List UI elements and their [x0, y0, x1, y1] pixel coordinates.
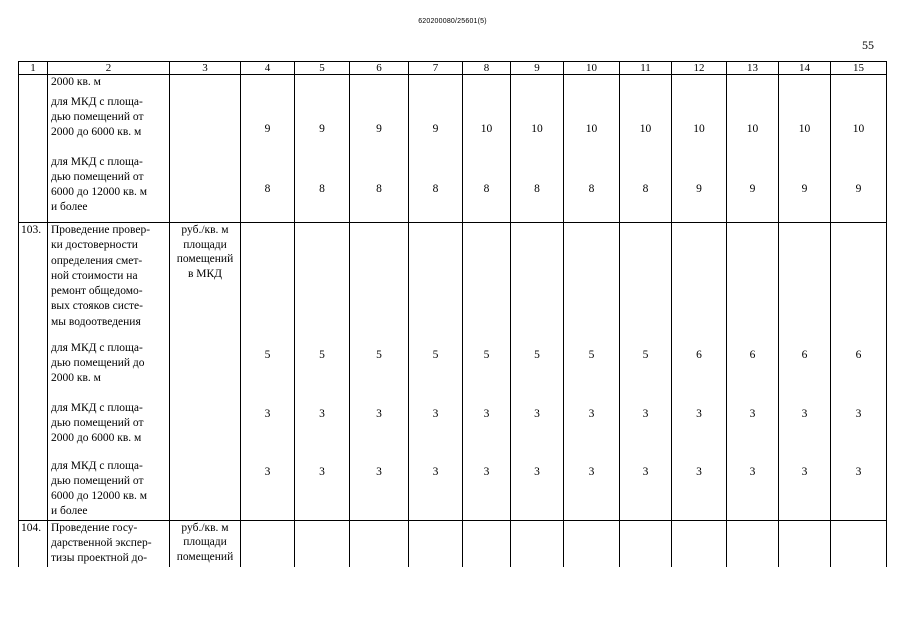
value-cell: 3: [241, 401, 295, 459]
value-cell: [463, 75, 511, 95]
value-cell: 3: [672, 401, 727, 459]
row-unit: [170, 155, 241, 223]
value-cell: 5: [564, 341, 620, 401]
value-cell: 3: [350, 401, 409, 459]
table-row: [19, 75, 887, 95]
value-cell: 3: [463, 401, 511, 459]
value-cell: [241, 75, 295, 95]
column-header: 7: [409, 62, 463, 75]
value-cell: 3: [620, 459, 672, 521]
value-cell: 9: [409, 95, 463, 155]
row-index: [19, 401, 48, 459]
value-cell: [779, 520, 831, 567]
row-unit: [170, 341, 241, 401]
value-cell: 8: [511, 155, 564, 223]
value-cell: [511, 223, 564, 341]
column-header: 4: [241, 62, 295, 75]
value-cell: [779, 75, 831, 95]
value-cell: 8: [241, 155, 295, 223]
value-cell: [511, 520, 564, 567]
value-cell: [831, 520, 887, 567]
value-cell: 3: [241, 459, 295, 521]
document-id: 620200080/25601(5): [418, 18, 487, 25]
value-cell: 3: [463, 459, 511, 521]
value-cell: [241, 520, 295, 567]
row-unit: [170, 95, 241, 155]
column-header: 5: [295, 62, 350, 75]
row-description: для МКД с площа- дью помещений от 2000 до 6000 кв. м: [48, 401, 170, 459]
column-header: 9: [511, 62, 564, 75]
value-cell: 3: [350, 459, 409, 521]
value-cell: [295, 75, 350, 95]
value-cell: 8: [350, 155, 409, 223]
value-cell: 9: [672, 155, 727, 223]
value-cell: [350, 520, 409, 567]
value-cell: [409, 223, 463, 341]
row-index: 104.: [19, 520, 48, 567]
value-cell: 9: [779, 155, 831, 223]
value-cell: 3: [564, 401, 620, 459]
row-index: [19, 341, 48, 401]
value-cell: 3: [727, 459, 779, 521]
value-cell: 5: [241, 341, 295, 401]
column-header: 8: [463, 62, 511, 75]
value-cell: 6: [672, 341, 727, 401]
value-cell: 3: [511, 459, 564, 521]
value-cell: [620, 75, 672, 95]
value-cell: 3: [831, 459, 887, 521]
value-cell: [463, 520, 511, 567]
row-index: [19, 95, 48, 155]
value-cell: [295, 223, 350, 341]
value-cell: [350, 223, 409, 341]
value-cell: [409, 75, 463, 95]
value-cell: 6: [831, 341, 887, 401]
column-header: 2: [48, 62, 170, 75]
value-cell: [672, 75, 727, 95]
table-row: [19, 459, 887, 521]
value-cell: 5: [295, 341, 350, 401]
value-cell: 8: [295, 155, 350, 223]
value-cell: 3: [295, 459, 350, 521]
row-unit: [170, 401, 241, 459]
value-cell: [831, 223, 887, 341]
value-cell: 5: [620, 341, 672, 401]
value-cell: [727, 75, 779, 95]
value-cell: 3: [564, 459, 620, 521]
table-row: [19, 223, 887, 341]
row-index: 103.: [19, 223, 48, 341]
row-description: Проведение госу- дарственной экспер- тизы проектной до-: [48, 520, 170, 567]
value-cell: [831, 75, 887, 95]
table-row: [19, 341, 887, 401]
value-cell: 10: [672, 95, 727, 155]
value-cell: 6: [779, 341, 831, 401]
value-cell: 10: [779, 95, 831, 155]
table-row: [19, 95, 887, 155]
value-cell: [409, 520, 463, 567]
value-cell: 10: [620, 95, 672, 155]
value-cell: [511, 75, 564, 95]
value-cell: [620, 520, 672, 567]
value-cell: 5: [511, 341, 564, 401]
column-header: 12: [672, 62, 727, 75]
row-description: для МКД с площа- дью помещений от 2000 до 6000 кв. м: [48, 95, 170, 155]
value-cell: [779, 223, 831, 341]
value-cell: 10: [511, 95, 564, 155]
value-cell: 3: [779, 459, 831, 521]
value-cell: 9: [241, 95, 295, 155]
value-cell: 3: [620, 401, 672, 459]
column-header: 10: [564, 62, 620, 75]
row-unit: [170, 459, 241, 521]
table-row: [19, 401, 887, 459]
row-index: [19, 75, 48, 95]
tariff-table: [18, 61, 887, 567]
value-cell: [295, 520, 350, 567]
value-cell: [620, 223, 672, 341]
value-cell: 10: [831, 95, 887, 155]
row-description: для МКД с площа- дью помещений до 2000 кв. м: [48, 341, 170, 401]
value-cell: [564, 75, 620, 95]
value-cell: 9: [727, 155, 779, 223]
page-number: 55: [862, 38, 874, 52]
value-cell: 3: [672, 459, 727, 521]
value-cell: 9: [831, 155, 887, 223]
value-cell: [727, 223, 779, 341]
table-row: [19, 155, 887, 223]
value-cell: 8: [409, 155, 463, 223]
value-cell: 8: [620, 155, 672, 223]
value-cell: 5: [463, 341, 511, 401]
row-description: Проведение провер- ки достоверности определения смет- ной стоимости на ремонт общедомо- вых стояков систе- мы водоотведения: [48, 223, 170, 341]
value-cell: [672, 520, 727, 567]
table-row: [19, 520, 887, 567]
value-cell: 8: [463, 155, 511, 223]
row-index: [19, 459, 48, 521]
value-cell: [727, 520, 779, 567]
row-description: 2000 кв. м: [48, 75, 170, 95]
value-cell: 6: [727, 341, 779, 401]
column-header: 14: [779, 62, 831, 75]
column-header: 11: [620, 62, 672, 75]
value-cell: [672, 223, 727, 341]
column-header: 15: [831, 62, 887, 75]
value-cell: 3: [727, 401, 779, 459]
value-cell: 5: [350, 341, 409, 401]
value-cell: 3: [295, 401, 350, 459]
value-cell: [463, 223, 511, 341]
value-cell: [350, 75, 409, 95]
value-cell: 3: [511, 401, 564, 459]
row-description: для МКД с площа- дью помещений от 6000 до 12000 кв. м и более: [48, 155, 170, 223]
value-cell: 10: [463, 95, 511, 155]
column-header: 6: [350, 62, 409, 75]
row-index: [19, 155, 48, 223]
value-cell: [564, 223, 620, 341]
value-cell: 10: [727, 95, 779, 155]
row-unit: [170, 75, 241, 95]
value-cell: 3: [409, 401, 463, 459]
row-description: для МКД с площа- дью помещений от 6000 до 12000 кв. м и более: [48, 459, 170, 521]
value-cell: 3: [409, 459, 463, 521]
column-header: 1: [19, 62, 48, 75]
table-header-row: [19, 62, 887, 75]
value-cell: 3: [831, 401, 887, 459]
row-unit: руб./кв. м площади помещений: [170, 520, 241, 567]
value-cell: [564, 520, 620, 567]
column-header: 3: [170, 62, 241, 75]
value-cell: 8: [564, 155, 620, 223]
value-cell: 10: [564, 95, 620, 155]
value-cell: [241, 223, 295, 341]
value-cell: 9: [350, 95, 409, 155]
value-cell: 9: [295, 95, 350, 155]
value-cell: 3: [779, 401, 831, 459]
value-cell: 5: [409, 341, 463, 401]
row-unit: руб./кв. м площади помещений в МКД: [170, 223, 241, 341]
column-header: 13: [727, 62, 779, 75]
